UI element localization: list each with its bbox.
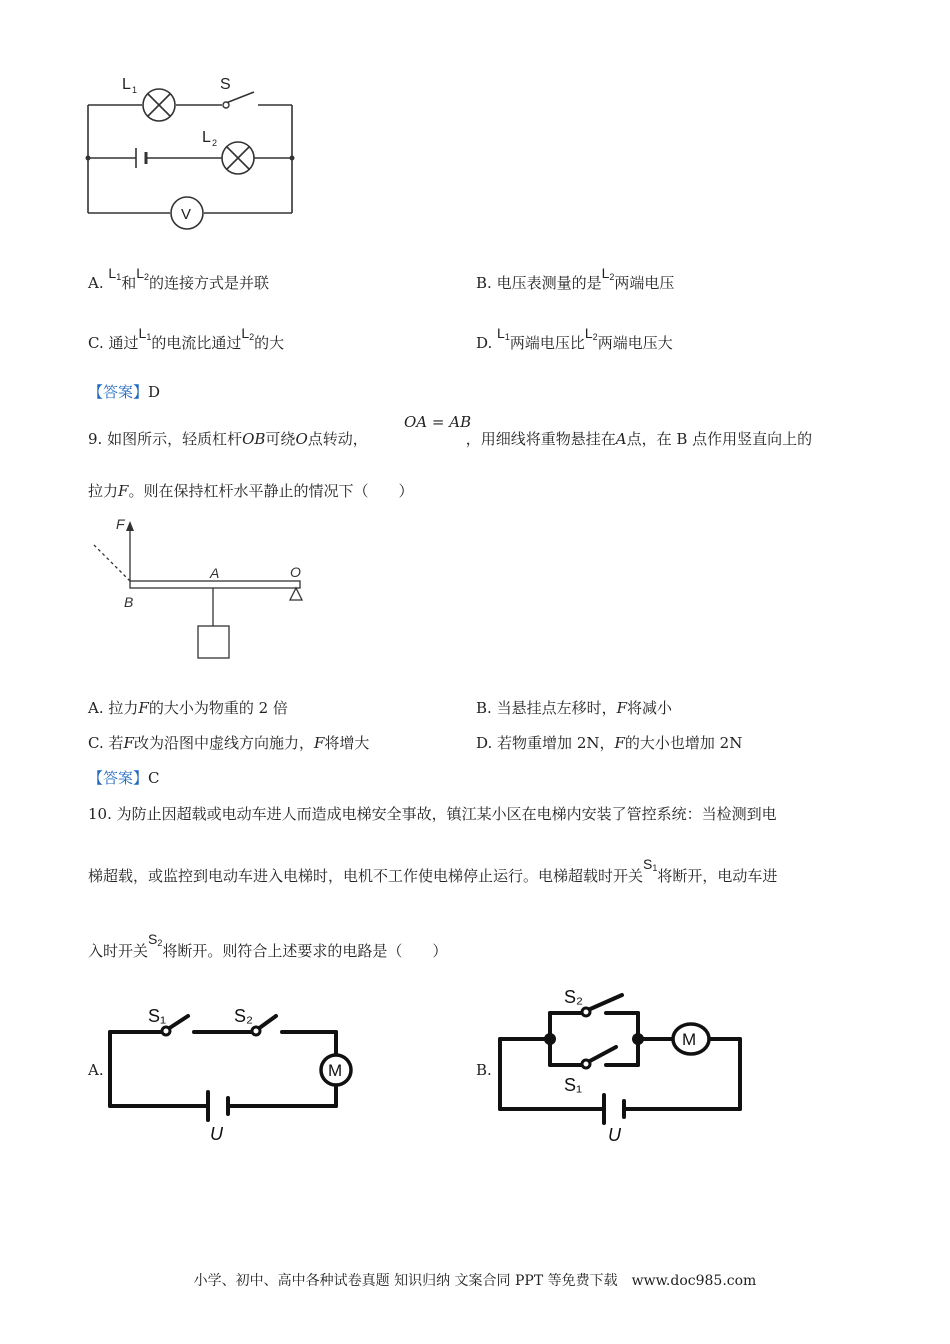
q9-line2: 拉力F。则在保持杠杆水平静止的情况下（ ）: [88, 482, 414, 500]
lamp-l2-icon: [222, 142, 254, 174]
page-footer: 小学、初中、高中各种试卷真题 知识归纳 文案合同 PPT 等免费下载 www.doc985.com: [193, 1273, 757, 1289]
circuit-a-s2-label: S₂: [234, 1006, 253, 1026]
voltmeter-label: V: [181, 206, 192, 223]
lever-f-label: F: [116, 516, 125, 532]
switch-s2-icon: [252, 1027, 260, 1035]
circuit-b-diagram: [494, 985, 754, 1145]
l1-sub: 1: [132, 85, 138, 95]
q9-option-b[interactable]: B. 当悬挂点左移时，F将减小: [476, 699, 673, 717]
switch-s1-icon: [162, 1027, 170, 1035]
q10-line1: 10. 为防止因超载或电动车进人而造成电梯安全事故，镇江某小区在电梯内安装了管控系统：当检测到电: [88, 805, 777, 823]
lever-a-label: A: [210, 565, 220, 581]
circuit-a-s1-label: S₁: [148, 1006, 167, 1026]
switch-s2-icon: [582, 1008, 590, 1016]
q10-line2: 梯超载，或监控到电动车进入电梯时，电机不工作使电梯停止运行。电梯超载时开关$S_1$将断开，电动车进: [88, 856, 778, 885]
q9-option-c[interactable]: C. 若F改为沿图中虚线方向施力，F将增大: [88, 734, 370, 752]
circuit-b-s2-label: S₂: [564, 987, 583, 1007]
q8-option-a[interactable]: A. $L_1$和$L_2$的连接方式是并联: [88, 265, 270, 292]
svg-text:M: M: [682, 1030, 697, 1049]
q9-option-a[interactable]: A. 拉力F的大小为物重的 2 倍: [88, 699, 288, 717]
s-label: S: [220, 76, 231, 93]
l2-label: L: [202, 129, 211, 146]
q9-line1: 9. 如图所示，轻质杠杆OB可绕O点转动， ，用细线将重物悬挂在A点，在 B 点作用竖直向上的: [88, 430, 813, 448]
lever-diagram: [86, 515, 316, 665]
circuit-a-option[interactable]: A.: [88, 1061, 104, 1079]
lever-o-label: O: [290, 564, 301, 580]
q9-option-d[interactable]: D. 若物重增加 2N，F的大小也增加 2N: [476, 734, 743, 752]
battery-icon: [136, 148, 146, 168]
circuit-a-diagram: [104, 1000, 364, 1148]
circuit-b-u-label: U: [608, 1125, 621, 1145]
q10-line3: 入时开关$S_2$将断开。则符合上述要求的电路是（ ）: [88, 931, 448, 960]
lamp-l1-icon: [143, 89, 175, 121]
q8-option-c[interactable]: C. 通过$L_1$的电流比通过$L_2$的大: [88, 325, 285, 352]
answer-q8: 【答案】D: [88, 383, 161, 401]
answer-q9: 【答案】C: [88, 769, 160, 787]
circuit-b-s1-label: S₁: [564, 1075, 583, 1095]
q8-circuit-diagram: [80, 70, 310, 235]
q8-option-b[interactable]: B. 电压表测量的是$L_2$两端电压: [476, 265, 675, 292]
circuit-a-u-label: U: [210, 1124, 223, 1144]
l2-sub: 2: [212, 138, 218, 148]
lever-b-label: B: [124, 594, 134, 610]
switch-s1-icon: [582, 1060, 590, 1068]
l1-label: L: [122, 76, 131, 93]
q8-option-d[interactable]: D. $L_1$两端电压比$L_2$两端电压大: [476, 325, 673, 352]
svg-text:M: M: [328, 1061, 343, 1080]
q9-formula: OA = AB: [404, 413, 472, 431]
switch-s-icon: [223, 102, 229, 108]
circuit-b-option[interactable]: B.: [476, 1061, 492, 1079]
